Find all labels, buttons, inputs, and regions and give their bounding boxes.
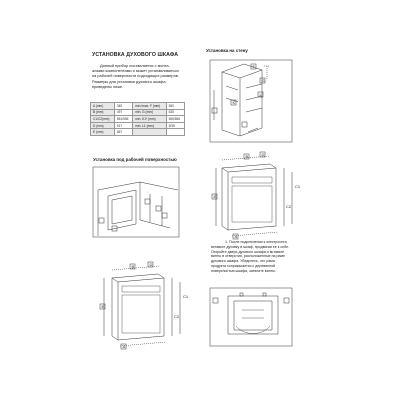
intro-line: Данный прибор поставляется с монта- [100,63,170,68]
label-E-bottom: E [101,304,105,309]
countertop-install-title: Установка под рабочей поверхностью [93,157,177,162]
dimension-value: 567 [114,129,132,136]
label-C2-bottom: C2 [174,314,180,319]
diagram-labels [102,64,301,349]
dimension-value: 345 [114,103,132,110]
note-line: вставьте духовку в шкаф, продвигая ее к себе. [211,244,290,249]
dimension-key: min./max. F (mm) [133,103,166,110]
left-title: УСТАНОВКА ДУХОВОГО ШКАФА [92,52,179,58]
wall-install-diagram [210,60,292,142]
dimension-key: min. K1* (mm) [133,116,166,123]
label-F: F [252,64,255,69]
intro-line: на рабочей поверхности подходящих размеров. [92,73,179,79]
countertop-diagram [93,167,179,237]
label-B-bottom: B [131,264,135,269]
dimension-value: 555/556 [166,116,184,123]
wall-install-title: Установка на стену [206,48,248,53]
label-B: B [245,154,249,159]
note-line: Откройте дверь духового шкафа и вставьте [211,249,285,254]
intro-line: приведены ниже. [92,83,124,89]
dimension-value: 560 [166,103,184,110]
dimension-value: 535 [166,109,184,116]
note-line: продукта соприкасается с деревянной [211,263,276,268]
note-line: духового шкафа. Убедитесь, что рама [211,259,275,264]
label-C1: C1 [295,184,301,189]
label-C1-bottom: C1 [183,294,189,299]
dimension-key: B (mm) [91,109,115,116]
dimension-key: A (mm) [91,103,115,110]
note-line: поверхностью шкафа, затяните винты. [211,268,276,273]
label-D-bottom: D [149,262,153,267]
label-D: D [261,152,265,157]
label-A: A [234,234,238,239]
dimension-value: 5/35 [166,122,184,129]
label-C2: C2 [286,204,292,209]
intro-line: жными компонентами и может устанавливаться [92,68,179,74]
dimension-value: 551/556 [114,116,132,123]
dimension-key: E (mm) [91,129,115,136]
oven-front-bottom-diagram [100,262,180,349]
dimension-value: 497 [114,109,132,116]
label-L: L [259,92,262,97]
dimension-key: min. L1 (mm) [133,122,166,129]
dimension-value: 517 [114,122,132,129]
dimension-key: D (mm) [91,122,115,129]
label-A-bottom: A [122,344,126,349]
oven-front-diagram [212,152,292,239]
dimension-key: min. G (mm) [133,109,166,116]
note-line: винты в отверстия, расположенные на раме [211,254,286,259]
door-detail-diagram [210,288,292,346]
label-E: E [213,194,217,199]
intro-line: Размеры для установки духового шкафа [92,78,166,84]
dimension-key: C1/C2(mm) [91,116,115,123]
label-G: G [261,78,265,83]
label-K: K [232,100,236,105]
note-line: 1. После подключения к электросети [225,240,287,244]
